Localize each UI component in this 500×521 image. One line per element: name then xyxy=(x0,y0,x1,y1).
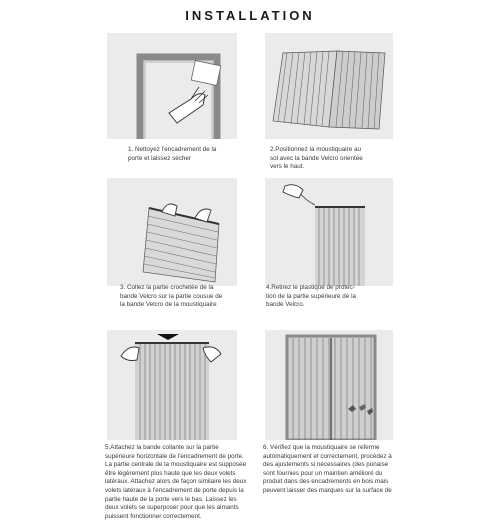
step-1-caption: 1. Nettoyez l'encadrement de la porte et laissez sécher xyxy=(128,146,217,162)
step-1-illustration xyxy=(107,33,237,139)
page-title: INSTALLATION xyxy=(185,8,315,23)
pushpins-icon xyxy=(345,397,375,417)
step-2-caption: 2.Positionnez la moustiquaire au sol avec la bande Velcro orientée vers le haut. xyxy=(270,146,363,171)
step-4-illustration xyxy=(265,178,393,286)
step-3-illustration xyxy=(107,178,237,286)
step-3-caption: 3. Collez la partie crochetée de la bande Velcro sur la partie cousue de la bande Velcro de la moustiquaire xyxy=(120,284,223,309)
step-4-caption: 4.Retirez le plastique de protec- tion de la partie supérieure de la bande Velcro. xyxy=(266,284,356,309)
step-5-caption: 5.Attachez la bande collante sur la partie supérieure horizontale de l'encadrement de porte. La partie centrale de la moustiquaire est supposée être légèrement plus haute que les deux volets latéraux. Attachez alors de façon similaire les deux volets latéraux à l'encadrement de porte depuis la partie haute de la porte vers le bas. Laissez les deux volets se superposer pour que les aimants puissent fonctionner correctement. xyxy=(105,444,247,520)
step-6-caption: 6. Vérifiez que la moustiquaire se referme automatiquement et correctement, procédez à des ajustements si nécessaires (des punaise sont fournies pour un maintien amélioré du produit dans des encadrements en bois mais peuvent laisser des marques sur la surface de xyxy=(263,444,392,494)
step-6-illustration xyxy=(265,330,393,440)
step-5-illustration xyxy=(107,330,237,440)
step-2-illustration xyxy=(265,33,393,139)
